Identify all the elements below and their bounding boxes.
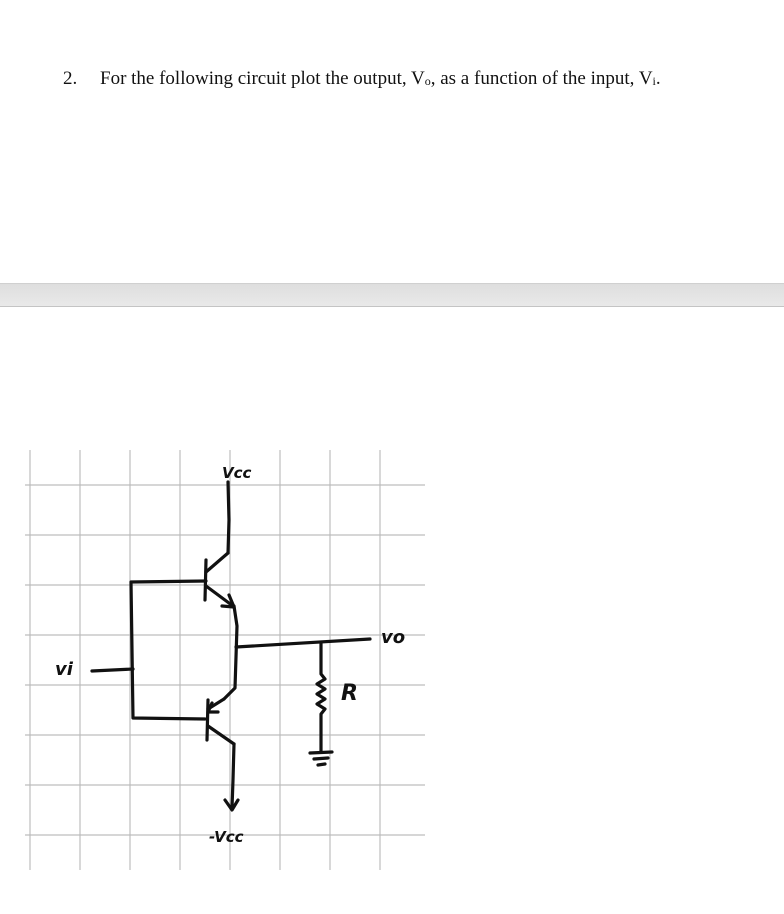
question-text-part-2: , as a function of the input, V (430, 68, 653, 89)
grid-paper (25, 450, 425, 870)
resistor-label: R (341, 681, 358, 706)
input-wire (92, 669, 133, 671)
load-resistor (310, 643, 332, 765)
question-text-part-3: . (655, 68, 661, 89)
vcc-supply-wire (228, 482, 229, 553)
question-text-part-1: For the following circuit plot the output, V (100, 68, 425, 89)
question-text (63, 66, 661, 94)
input-label: vi (55, 659, 73, 680)
circuit-diagram (25, 450, 425, 870)
question-number: 2. (63, 68, 78, 89)
vo-subscript: o (424, 74, 431, 88)
vi-subscript: i (652, 74, 656, 88)
output-wire (236, 639, 370, 647)
input-bias-loop (131, 581, 206, 719)
output-label: vo (381, 627, 406, 648)
negative-vcc-label: -Vcc (209, 828, 244, 846)
negative-supply-wire (232, 744, 234, 808)
vcc-label: Vcc (222, 464, 252, 482)
circuit-figure (25, 450, 425, 870)
answer-divider-bar (0, 283, 784, 307)
